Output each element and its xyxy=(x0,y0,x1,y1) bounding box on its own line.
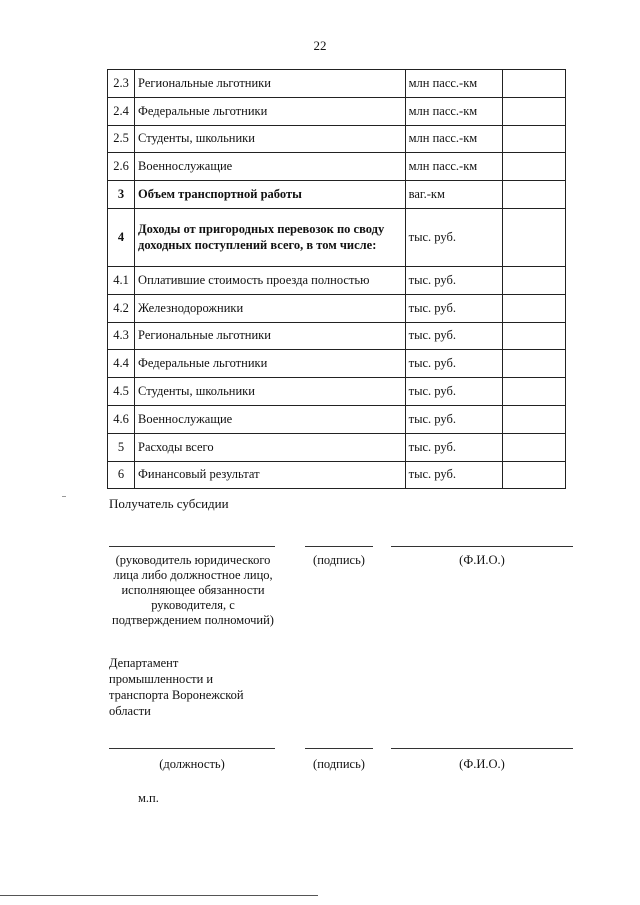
row-number: 4 xyxy=(108,208,135,266)
row-number: 2.3 xyxy=(108,70,135,98)
table-row xyxy=(108,181,566,209)
row-number: 4.2 xyxy=(108,294,135,322)
table-row xyxy=(108,378,566,406)
table-row xyxy=(108,405,566,433)
signature-caption-2: (подпись) xyxy=(313,757,365,771)
table-row xyxy=(108,97,566,125)
row-value xyxy=(502,181,565,209)
table-row xyxy=(108,350,566,378)
fio-caption-2: (Ф.И.О.) xyxy=(459,757,505,771)
table-row xyxy=(108,294,566,322)
table-row xyxy=(108,266,566,294)
table-row xyxy=(108,125,566,153)
row-number: 2.6 xyxy=(108,153,135,181)
row-number: 6 xyxy=(108,461,135,489)
fio-caption: (Ф.И.О.) xyxy=(459,553,505,567)
row-indicator-name: Расходы всего xyxy=(135,433,406,461)
signature-caption: (подпись) xyxy=(313,553,365,567)
report-table xyxy=(107,69,566,489)
position-caption: (должность) xyxy=(159,757,225,771)
row-unit: ваг.-км xyxy=(405,181,502,209)
table-row xyxy=(108,322,566,350)
row-number: 4.5 xyxy=(108,378,135,406)
row-unit: тыс. руб. xyxy=(405,433,502,461)
table-row xyxy=(108,433,566,461)
table-row xyxy=(108,461,566,489)
table-row xyxy=(108,208,566,266)
row-value xyxy=(502,433,565,461)
recipient-role-caption: (руководитель юридического лица либо должностное лицо, исполняющее обязанности руководителя, с подтверждением полномочий) xyxy=(112,553,274,627)
row-indicator-name: Доходы от пригородных перевозок по своду доходных поступлений всего, в том числе: xyxy=(135,208,406,266)
position-line xyxy=(109,748,275,749)
margin-mark xyxy=(62,496,66,497)
row-value xyxy=(502,378,565,406)
row-indicator-name: Региональные льготники xyxy=(135,70,406,98)
row-indicator-name: Железнодорожники xyxy=(135,294,406,322)
row-indicator-name: Региональные льготники xyxy=(135,322,406,350)
row-indicator-name: Объем транспортной работы xyxy=(135,181,406,209)
row-number: 5 xyxy=(108,433,135,461)
row-indicator-name: Федеральные льготники xyxy=(135,97,406,125)
row-unit: тыс. руб. xyxy=(405,266,502,294)
row-unit: тыс. руб. xyxy=(405,350,502,378)
footer-rule xyxy=(0,895,318,896)
row-unit: млн пасс.-км xyxy=(405,153,502,181)
row-number: 4.3 xyxy=(108,322,135,350)
fio-line xyxy=(391,546,573,547)
table-row xyxy=(108,70,566,98)
row-value xyxy=(502,322,565,350)
row-unit: тыс. руб. xyxy=(405,461,502,489)
row-value xyxy=(502,294,565,322)
row-value xyxy=(502,350,565,378)
row-value xyxy=(502,266,565,294)
row-value xyxy=(502,208,565,266)
signature-line xyxy=(305,546,373,547)
row-value xyxy=(502,461,565,489)
table-row xyxy=(108,153,566,181)
row-indicator-name: Федеральные льготники xyxy=(135,350,406,378)
row-number: 2.5 xyxy=(108,125,135,153)
row-indicator-name: Финансовый результат xyxy=(135,461,406,489)
row-unit: млн пасс.-км xyxy=(405,97,502,125)
row-number: 4.4 xyxy=(108,350,135,378)
row-unit: тыс. руб. xyxy=(405,322,502,350)
row-number: 4.6 xyxy=(108,405,135,433)
row-value xyxy=(502,153,565,181)
row-indicator-name: Военнослужащие xyxy=(135,405,406,433)
row-value xyxy=(502,125,565,153)
row-indicator-name: Оплатившие стоимость проезда полностью xyxy=(135,266,406,294)
row-unit: тыс. руб. xyxy=(405,294,502,322)
row-unit: тыс. руб. xyxy=(405,378,502,406)
row-unit: млн пасс.-км xyxy=(405,70,502,98)
row-number: 2.4 xyxy=(108,97,135,125)
row-unit: млн пасс.-км xyxy=(405,125,502,153)
row-number: 4.1 xyxy=(108,266,135,294)
row-value xyxy=(502,97,565,125)
report-table-body xyxy=(108,70,566,489)
fio-line-2 xyxy=(391,748,573,749)
subsidy-recipient-label: Получатель субсидии xyxy=(109,496,229,511)
row-unit: тыс. руб. xyxy=(405,208,502,266)
row-indicator-name: Военнослужащие xyxy=(135,153,406,181)
row-value xyxy=(502,70,565,98)
row-indicator-name: Студенты, школьники xyxy=(135,125,406,153)
department-name: Департамент промышленности и транспорта Воронежской области xyxy=(109,656,244,718)
row-number: 3 xyxy=(108,181,135,209)
role-line xyxy=(109,546,275,547)
row-indicator-name: Студенты, школьники xyxy=(135,378,406,406)
signature-line-2 xyxy=(305,748,373,749)
page-number: 22 xyxy=(313,38,327,53)
row-unit: тыс. руб. xyxy=(405,405,502,433)
stamp-place-label: м.п. xyxy=(138,791,159,805)
row-value xyxy=(502,405,565,433)
